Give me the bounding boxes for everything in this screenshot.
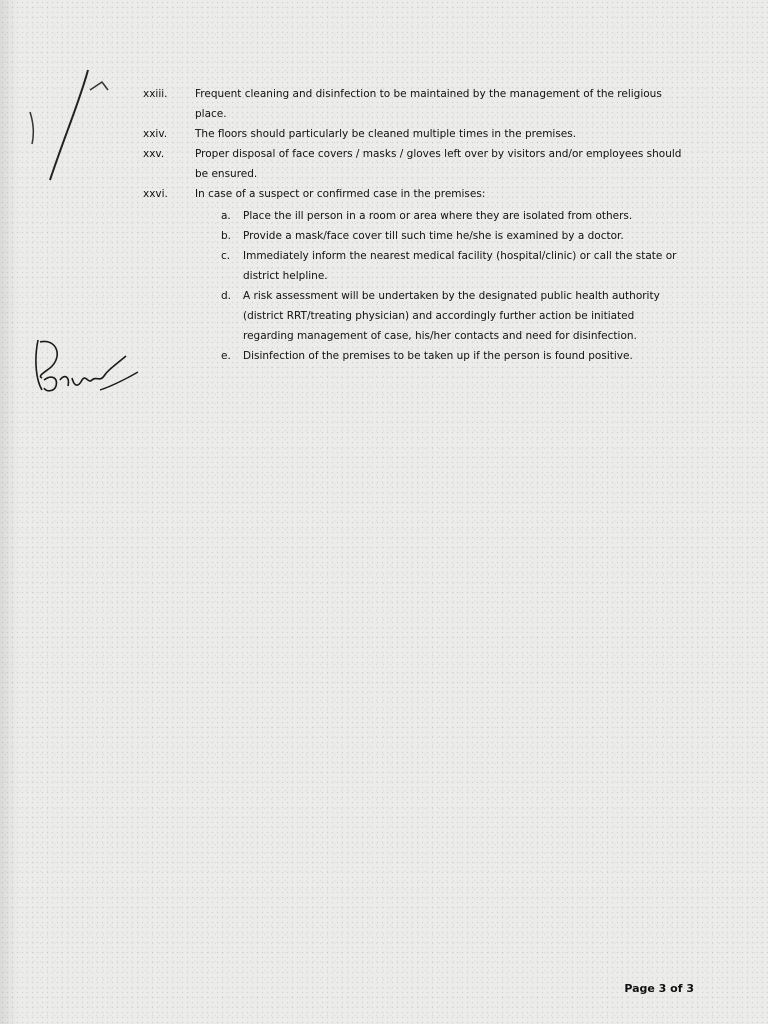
item-number: xxiv. [143,128,168,140]
sub-item-text: Disinfection of the premises to be taken up if the person is found positive. [243,350,633,362]
sub-item-letter: c. [221,250,231,262]
item-number: xxv. [143,148,165,160]
sub-list [195,206,688,366]
sub-item-a [195,206,688,226]
sub-item-text: Place the ill person in a room or area where they are isolated from others. [243,210,633,222]
item-text: The floors should particularly be cleaned multiple times in the premises. [195,128,577,140]
page-number: Page 3 of 3 [624,982,694,995]
list-item-26 [143,184,688,366]
sub-item-letter: a. [221,210,231,222]
sub-item-letter: b. [221,230,232,242]
sub-item-text: Provide a mask/face cover till such time he/she is examined by a doctor. [243,230,624,242]
handwritten-mark [10,40,120,190]
signature [30,330,145,405]
list-item-25 [143,144,688,184]
sub-item-letter: d. [221,290,232,302]
instruction-list [143,84,688,366]
sub-item-c [195,246,688,286]
item-text: In case of a suspect or confirmed case in the premises: [195,188,486,200]
item-text: Frequent cleaning and disinfection to be maintained by the management of the religious place. [195,88,662,120]
sub-item-e [195,346,688,366]
item-text: Proper disposal of face covers / masks / gloves left over by visitors and/or employees should be ensured. [195,148,682,180]
sub-item-text: A risk assessment will be undertaken by the designated public health authority (district RRT/treating physician) and accordingly further action be initiated regarding management of case, his/her contacts and need for disinfection. [243,290,660,342]
item-number: xxiii. [143,88,168,100]
sub-item-b [195,226,688,246]
sub-item-d [195,286,688,346]
item-number: xxvi. [143,188,168,200]
sub-item-text: Immediately inform the nearest medical facility (hospital/clinic) or call the state or district helpline. [243,250,677,282]
sub-item-letter: e. [221,350,231,362]
list-item-23 [143,84,688,124]
list-item-24 [143,124,688,144]
